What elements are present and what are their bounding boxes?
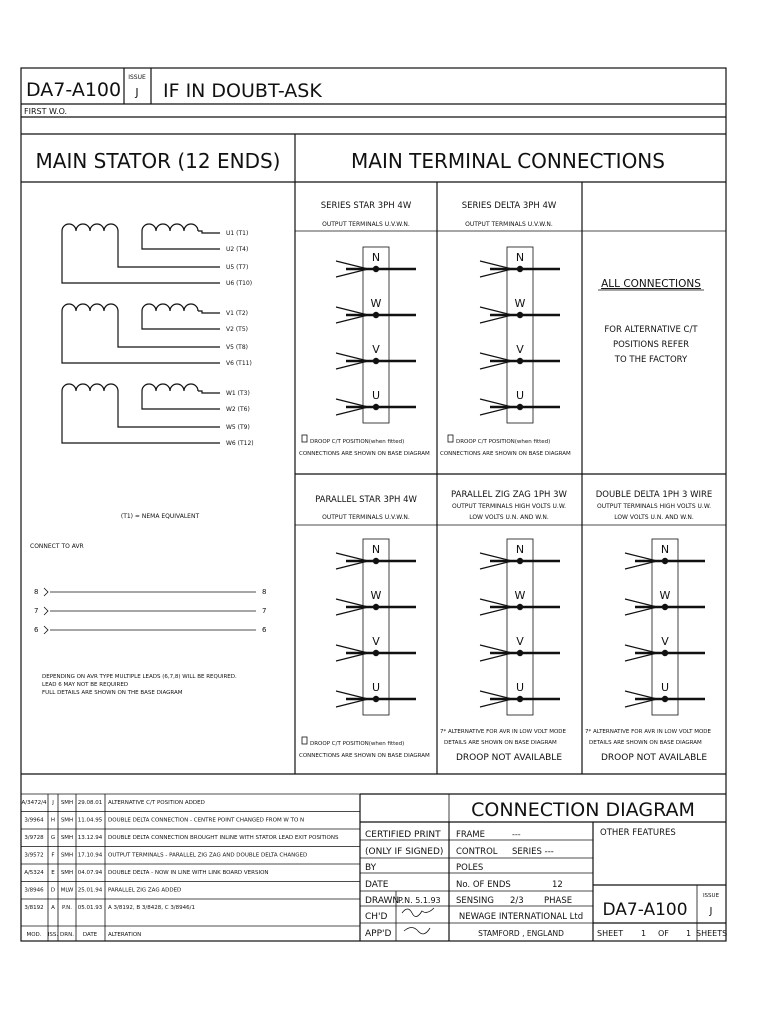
stator-lead-label: V2 (T5) bbox=[226, 326, 248, 333]
signature-marks bbox=[402, 908, 434, 934]
rev-date: 29.08.01 bbox=[77, 800, 103, 806]
phase-terminal-u: U bbox=[515, 389, 525, 402]
zigzag-board bbox=[480, 539, 560, 715]
title-block-issue-label: ISSUE bbox=[702, 893, 720, 899]
droop-note-c-1: DROOP C/T POSITION(when fitted) bbox=[310, 741, 405, 747]
rev-mod: A/5324 bbox=[24, 870, 44, 876]
rev-date: 05.01.93 bbox=[77, 905, 103, 911]
frame-value: --- bbox=[512, 830, 521, 839]
avr-label: CONNECT TO AVR bbox=[30, 543, 84, 550]
date-label: DATE bbox=[365, 880, 389, 890]
revision-row bbox=[21, 847, 360, 859]
terminals-title: MAIN TERMINAL CONNECTIONS bbox=[351, 149, 665, 173]
rev-header-alteration: ALTERATION bbox=[108, 932, 142, 938]
by-label: BY bbox=[365, 863, 377, 873]
frame-label: FRAME bbox=[456, 830, 485, 840]
phase-terminal-v: V bbox=[661, 635, 669, 648]
rev-drawn-by: SMH bbox=[60, 852, 74, 859]
stator-title: MAIN STATOR (12 ENDS) bbox=[35, 149, 281, 173]
sensing-value: 2/3 bbox=[510, 896, 524, 906]
control-value: SERIES --- bbox=[512, 847, 554, 857]
rev-alteration: DOUBLE DELTA CONNECTION - CENTRE POINT CHANGED FROM W TO N bbox=[108, 817, 305, 824]
company-location: STAMFORD , ENGLAND bbox=[478, 929, 564, 938]
avr-lead-number-right: 6 bbox=[262, 626, 267, 634]
lead-wire bbox=[62, 391, 220, 443]
panel-title-parallel-star: PARALLEL STAR 3PH 4W bbox=[315, 495, 417, 505]
revision-row bbox=[21, 864, 360, 876]
sheet-label: SHEET bbox=[597, 929, 624, 938]
stator-lead-label: W2 (T6) bbox=[226, 406, 250, 413]
rev-issue: D bbox=[50, 887, 56, 894]
all-connections-heading: ALL CONNECTIONS bbox=[601, 278, 701, 290]
panel-title-series-delta: SERIES DELTA 3PH 4W bbox=[461, 201, 557, 211]
rev-alteration: A 3/8192, B 3/8428, C 3/8946/1 bbox=[108, 905, 196, 911]
panel-title-series-star: SERIES STAR 3PH 4W bbox=[320, 201, 412, 211]
phase-terminal-w: W bbox=[514, 589, 526, 602]
lead-wire bbox=[198, 311, 220, 313]
panel-sub-double-delta-2: LOW VOLTS U.N. AND W.N. bbox=[614, 514, 694, 521]
panel-sub-series-delta: OUTPUT TERMINALS U.V.W.N. bbox=[465, 221, 553, 228]
alt-note-zigzag-1: 7* ALTERNATIVE FOR AVR IN LOW VOLT MODE bbox=[440, 729, 567, 735]
avr-note-2: LEAD 6 MAY NOT BE REQUIRED bbox=[42, 682, 129, 688]
stator-lead-label: U1 (T1) bbox=[226, 230, 249, 237]
drawn-label: DRAWN bbox=[365, 896, 400, 906]
lead-wire bbox=[142, 311, 220, 329]
lead-wire bbox=[62, 231, 220, 283]
company-name: NEWAGE INTERNATIONAL Ltd bbox=[458, 912, 584, 922]
sensing-label: SENSING bbox=[456, 896, 494, 906]
panel-title-zigzag: PARALLEL ZIG ZAG 1PH 3W bbox=[451, 490, 567, 500]
rev-mod: 3/9572 bbox=[24, 852, 44, 859]
stator-lead-label: U5 (T7) bbox=[226, 264, 249, 271]
revision-row bbox=[21, 882, 360, 894]
rev-alteration: ALTERNATIVE C/T POSITION ADDED bbox=[108, 800, 205, 806]
coil bbox=[142, 224, 198, 231]
rev-drawn-by: P.N. bbox=[61, 905, 73, 911]
phase-terminal-n: N bbox=[371, 543, 381, 556]
rev-header-drn: DRN. bbox=[60, 932, 74, 938]
rev-issue: G bbox=[50, 835, 56, 841]
lead-wire bbox=[142, 391, 220, 409]
stator-lead-label: V5 (T8) bbox=[226, 344, 248, 351]
drawn-value: P.N. 5.1.93 bbox=[398, 896, 441, 905]
coil bbox=[62, 384, 118, 391]
stator-lead-label: W1 (T3) bbox=[226, 390, 250, 397]
double-delta-board bbox=[625, 539, 705, 715]
rev-mod: 3/8192 bbox=[24, 905, 44, 911]
rev-alteration: DOUBLE DELTA - NOW IN LINE WITH LINK BOARD VERSION bbox=[108, 870, 269, 876]
droop-note-b-1: DROOP C/T POSITION(when fitted) bbox=[456, 439, 551, 445]
alt-note-double-delta-1: 7* ALTERNATIVE FOR AVR IN LOW VOLT MODE bbox=[585, 729, 712, 735]
lead-wire bbox=[142, 231, 220, 249]
rev-drawn-by: MLW bbox=[60, 887, 74, 894]
first-wo-label: FIRST W.O. bbox=[24, 107, 68, 116]
panel-sub-zigzag-1: OUTPUT TERMINALS HIGH VOLTS U.W. bbox=[451, 503, 567, 510]
header-block bbox=[21, 68, 726, 117]
only-if-signed: (ONLY IF SIGNED) bbox=[365, 847, 444, 857]
rev-header-iss: ISS. bbox=[47, 932, 59, 938]
avr-lead-number-left: 7 bbox=[34, 607, 39, 615]
rev-mod: 3/8946 bbox=[24, 887, 44, 894]
parallel-star-board bbox=[336, 539, 416, 715]
other-features-label: OTHER FEATURES bbox=[600, 828, 676, 838]
droop-note-b-2: CONNECTIONS ARE SHOWN ON BASE DIAGRAM bbox=[440, 451, 571, 457]
rev-alteration: PARALLEL ZIG ZAG ADDED bbox=[108, 887, 182, 894]
lead-wire bbox=[62, 311, 220, 363]
no-of-ends-value: 12 bbox=[552, 880, 563, 890]
coil bbox=[142, 304, 198, 311]
rev-date: 17.10.94 bbox=[77, 852, 103, 859]
phase-terminal-n: N bbox=[515, 543, 525, 556]
rev-date: 25.01.94 bbox=[77, 887, 103, 894]
phase-terminal-w: W bbox=[370, 589, 382, 602]
chkd-label: CH'D bbox=[365, 912, 388, 922]
title-block bbox=[360, 794, 727, 941]
phase-terminal-u: U bbox=[371, 681, 381, 694]
motto: IF IN DOUBT-ASK bbox=[163, 80, 322, 102]
phase-terminal-v: V bbox=[372, 343, 380, 356]
stator-lead-label: W6 (T12) bbox=[226, 440, 254, 447]
lead-wire bbox=[198, 231, 220, 233]
appd-label: APP'D bbox=[365, 929, 392, 939]
certified-print: CERTIFIED PRINT bbox=[365, 830, 441, 840]
droop-na-zigzag: DROOP NOT AVAILABLE bbox=[455, 753, 563, 763]
droop-note-a-2: CONNECTIONS ARE SHOWN ON BASE DIAGRAM bbox=[299, 451, 430, 457]
all-connections-note-1: FOR ALTERNATIVE C/T bbox=[604, 325, 698, 335]
coil bbox=[62, 224, 118, 231]
alt-note-double-delta-2: DETAILS ARE SHOWN ON BASE DIAGRAM bbox=[589, 740, 702, 746]
rev-date: 13.12.94 bbox=[77, 835, 103, 841]
stator-lead-label: V1 (T2) bbox=[226, 310, 248, 317]
panel-title-double-delta: DOUBLE DELTA 1PH 3 WIRE bbox=[595, 490, 713, 500]
phase-terminal-w: W bbox=[370, 297, 382, 310]
revision-row bbox=[21, 829, 360, 841]
rev-issue: E bbox=[51, 870, 55, 876]
alt-note-zigzag-2: DETAILS ARE SHOWN ON BASE DIAGRAM bbox=[444, 740, 557, 746]
title-block-drawing-number: DA7-A100 bbox=[602, 900, 688, 920]
coil bbox=[62, 304, 118, 311]
rev-date: 04.07.94 bbox=[77, 870, 103, 876]
rev-mod: 3/9728 bbox=[24, 835, 44, 841]
avr-lead-number-left: 6 bbox=[34, 626, 39, 634]
rev-issue: J bbox=[52, 800, 54, 806]
rev-alteration: OUTPUT TERMINALS - PARALLEL ZIG ZAG AND DOUBLE DELTA CHANGED bbox=[108, 852, 308, 859]
winding-group bbox=[62, 304, 252, 367]
stator-lead-label: U6 (T10) bbox=[226, 280, 253, 287]
coil bbox=[142, 384, 198, 391]
panel-sub-double-delta-1: OUTPUT TERMINALS HIGH VOLTS U.W. bbox=[596, 503, 712, 510]
phase-terminal-u: U bbox=[515, 681, 525, 694]
rev-drawn-by: SMH bbox=[60, 835, 74, 841]
rev-drawn-by: SMH bbox=[60, 817, 74, 824]
series-delta-board bbox=[480, 247, 560, 423]
phase-terminal-v: V bbox=[372, 635, 380, 648]
avr-leads bbox=[34, 588, 267, 634]
droop-note-c-2: CONNECTIONS ARE SHOWN ON BASE DIAGRAM bbox=[299, 753, 430, 759]
stator-windings bbox=[62, 224, 254, 447]
phase-terminal-u: U bbox=[660, 681, 670, 694]
revision-row bbox=[22, 800, 205, 806]
phase-terminal-n: N bbox=[515, 251, 525, 264]
drawing-number: DA7-A100 bbox=[26, 79, 122, 101]
droop-note-a-1: DROOP C/T POSITION(when fitted) bbox=[310, 439, 405, 445]
avr-lead-number-right: 7 bbox=[262, 607, 267, 615]
terminal-boards bbox=[336, 247, 705, 715]
avr-lead-number-left: 8 bbox=[34, 588, 39, 596]
series-star-board bbox=[336, 247, 416, 423]
connector-mark bbox=[44, 607, 48, 615]
phase-terminal-u: U bbox=[371, 389, 381, 402]
all-connections-note-3: TO THE FACTORY bbox=[614, 355, 688, 365]
phase-terminal-n: N bbox=[371, 251, 381, 264]
issue-label: ISSUE bbox=[128, 74, 146, 81]
avr-lead-number-right: 8 bbox=[262, 588, 267, 596]
connection-diagram-drawing bbox=[20, 67, 727, 942]
stator-lead-label: W5 (T9) bbox=[226, 424, 250, 431]
revision-row bbox=[21, 812, 360, 824]
winding-group bbox=[62, 224, 252, 287]
rev-header-date: DATE bbox=[82, 932, 98, 938]
panel-sub-parallel-star: OUTPUT TERMINALS U.V.W.N. bbox=[322, 514, 410, 521]
avr-note-3: FULL DETAILS ARE SHOWN ON THE BASE DIAGRAM bbox=[42, 690, 183, 696]
phase-terminal-v: V bbox=[516, 635, 524, 648]
sheets-label: SHEETS bbox=[696, 929, 727, 938]
title-block-title: CONNECTION DIAGRAM bbox=[471, 799, 695, 821]
rev-date: 11.04.95 bbox=[77, 817, 103, 824]
rev-header-mod: MOD. bbox=[26, 932, 42, 938]
stator-lead-label: V6 (T11) bbox=[226, 360, 252, 367]
phase-terminal-v: V bbox=[516, 343, 524, 356]
all-connections-note-2: POSITIONS REFER bbox=[612, 340, 690, 350]
poles-label: POLES bbox=[456, 863, 484, 873]
phase-terminal-w: W bbox=[659, 589, 671, 602]
phase-label: PHASE bbox=[544, 896, 573, 906]
phase-terminal-n: N bbox=[660, 543, 670, 556]
sheet-total: 1 bbox=[686, 929, 692, 938]
control-label: CONTROL bbox=[456, 847, 498, 857]
rev-drawn-by: SMH bbox=[60, 800, 74, 806]
no-of-ends-label: No. OF ENDS bbox=[456, 880, 511, 890]
rev-issue: A bbox=[51, 905, 55, 911]
title-block-issue: J bbox=[709, 906, 713, 917]
sheet-of: OF bbox=[658, 929, 669, 938]
rev-issue: F bbox=[51, 852, 55, 859]
phase-terminal-w: W bbox=[514, 297, 526, 310]
lead-wire bbox=[198, 391, 220, 393]
avr-note-1: DEPENDING ON AVR TYPE MULTIPLE LEADS (6,7,8) WILL BE REQUIRED. bbox=[42, 674, 237, 680]
connector-mark bbox=[44, 588, 48, 596]
rev-mod: A/3472/4 bbox=[21, 800, 47, 806]
winding-group bbox=[62, 384, 254, 447]
drawing-sheet bbox=[20, 67, 727, 942]
rev-mod: 3/9964 bbox=[24, 817, 44, 824]
panel-sub-series-star: OUTPUT TERMINALS U.V.W.N. bbox=[322, 221, 410, 228]
nema-note: (T1) = NEMA EQUIVALENT bbox=[120, 513, 200, 520]
rev-drawn-by: SMH bbox=[60, 870, 74, 876]
droop-na-double-delta: DROOP NOT AVAILABLE bbox=[600, 753, 708, 763]
rev-issue: H bbox=[50, 817, 56, 824]
issue-letter: J bbox=[135, 86, 139, 99]
connector-mark bbox=[44, 626, 48, 634]
panel-sub-zigzag-2: LOW VOLTS U.N. AND W.N. bbox=[469, 514, 549, 521]
sheet-number: 1 bbox=[641, 929, 647, 938]
stator-lead-label: U2 (T4) bbox=[226, 246, 249, 253]
rev-alteration: DOUBLE DELTA CONNECTION BROUGHT INLINE WITH STATOR LEAD EXIT POSITIONS bbox=[108, 835, 339, 841]
revision-row bbox=[21, 899, 360, 911]
